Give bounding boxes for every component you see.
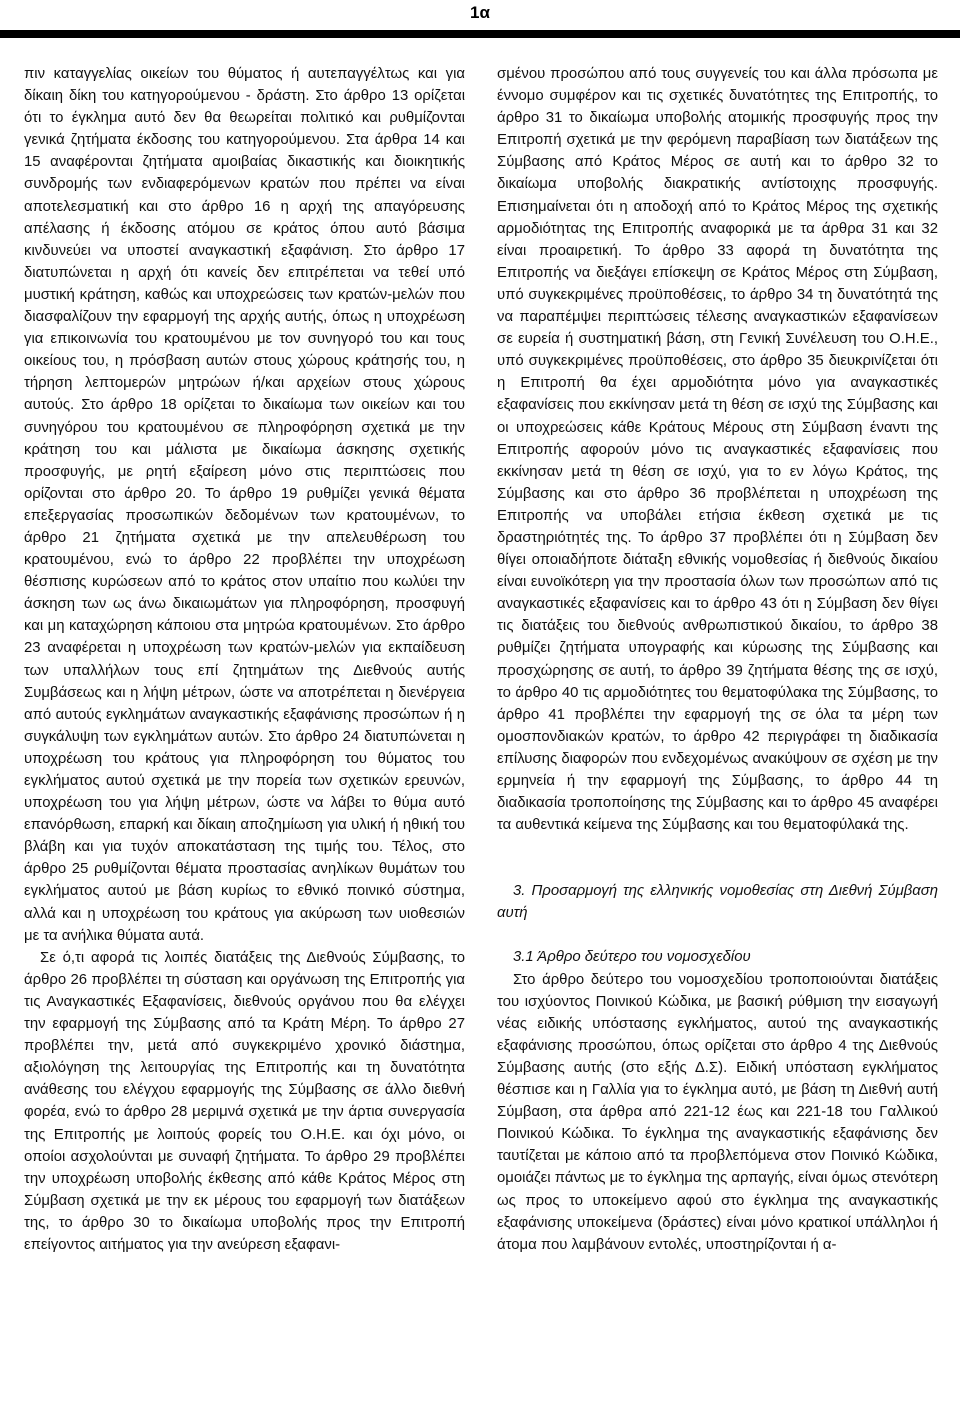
subsection-heading-3-1: 3.1 Άρθρο δεύτερο του νομοσχεδίου <box>513 949 751 966</box>
left-paragraph-2: Σε ό,τι αφορά τις λοιπές διατάξεις της Διεθνούς Σύμβασης, το άρθρο 26 προβλέπει τη σύσταση και οργάνωση της Επιτροπής για τις Αναγκαστικές Εξαφανίσεις, διεθνούς οργάνου που θα ελέγχει την εφαρμογή της Σύμβασης από τα Κράτη Μέρη. Το άρθρο 27 προβλέπει την, μετά από συγκεκριμένο χρονικό διάστημα, αξιολόγηση της λειτουργίας της Επιτροπής και τη δυνατότητα ανάθεσης του ελέγχου εφαρμογής της Σύμβασης σε άλλο διεθνή φορέα, ενώ το άρθρο 28 μεριμνά σχετικά με την άρτια συνεργασία της Επιτροπής με λοιπούς φορείς του Ο.Η.Ε. και όχι μόνο, οι οποίοι ασχολούνται με συναφή ζητήματα. Το άρθρο 29 προβλέπει την υποχρέωση υποβολής έκθεσης από κάθε Κράτος Μέρος στη Σύμβαση σχετικά με την εκ μέρους του εφαρμογή των διατάξεων της, το άρθρο 30 το δικαίωμα υποβολής προς την Επιτροπή επείγοντος αιτήματος για την ανεύρεση εξαφανι- <box>24 949 465 1253</box>
right-column <box>497 63 938 1256</box>
left-paragraph-1: πιν καταγγελίας οικείων του θύματος ή αυτεπαγγέλτως και για δίκαιη δίκη του κατηγορούμενου - δράστη. Στο άρθρο 13 ορίζεται ότι το έγκλημα αυτό δεν θα θεωρείται πολιτικό και ρυθμίζονται γενικά ζητήματα έκδοσης του κατηγορούμενου. Στα άρθρα 14 και 15 αναφέρονται ζητήματα αμοιβαίας δικαστικής και διοικητικής συνδρομής των ενδιαφερόμενων κρατών που πρέπει να είναι αποτελεσματική και στο άρθρο 16 η αρχή της απαγόρευσης απέλασης ή έκδοσης ατόμου σε κράτος όπου αυτό βάσιμα κινδυνεύει να υποστεί αναγκαστική εξαφάνιση. Στο άρθρο 17 διατυπώνεται η αρχή ότι κανείς δεν επιτρέπεται να τεθεί υπό μυστική κράτηση, καθώς και υποχρεώσεις των κρατών-μελών που διασφαλίζουν την εφαρμογή της αρχής αυτής, όπως η υποχρέωση για επικοινωνία του κρατουμένου με τον συνηγορό του και τους οικείους του, η πρόσβαση αυτών στους χώρους κράτησής του, η τήρηση λεπτομερών μητρώων ή/και αρχείων στους χώρους αυτούς. Στο άρθρο 18 ορίζεται το δικαίωμα των οικείων και του συνηγόρου του κρατουμένου σε πληροφόρηση σχετικά με την κράτηση του και μάλιστα με δικαίωμα άσκησης σχετικής προσφυγής, με ρητή εξαίρεση μόνο στις περιπτώσεις που ορίζονται στο άρθρο 20. Το άρθρο 19 ρυθμίζει γενικά θέματα επεξεργασίας προσωπικών δεδομένων των κρατουμένων, το άρθρο 21 ζητήματα σχετικά με την απελευθέρωση του κρατουμένου, ενώ το άρθρο 22 προβλέπει την υποχρέωση θέσπισης κυρώσεων από το κράτος στον υπαίτιο που κωλύει την άσκηση των ως άνω δικαιωμάτων για πληροφόρηση, προσφυγή και μη καταχώρηση κάποιου στα μητρώα κρατουμένων. Στο άρθρο 23 αναφέρεται η υποχρέωση των κρατών-μελών για εκπαίδευση των υπαλλήλων τους επί ζητημάτων της Διεθνούς αυτής Συμβάσεως και η λήψη μέτρων, ώστε να αποτρέπεται η διενέργεια από αυτούς εγκλημάτων αναγκαστικής εξαφάνισης προσώπων ή η συγκάλυψη των εγκλημάτων αυτών. Στο άρθρο 24 διατυπώνεται η υποχρέωση του κράτους για πληροφόρηση του θύματος του εγκλήματος αυτού σχετικά με την πορεία των σχετικών ερευνών, υποχρέωση του για λήψη μέτρων, ώστε να λάβει το θύμα αυτό επανόρθωση, επαρκή και δίκαιη αποζημίωση για υλική ή ηθική του βλάβη και για τυχόν αποκατάσταση της τιμής του. Τέλος, στο άρθρο 25 ρυθμίζονται θέματα προστασίας ανηλίκων θυμάτων του εγκλήματος αυτού με βάση κυρίως το εθνικό ποινικό σύστημα, αλλά και η υποχρέωση του κράτους για ακύρωση των υιοθεσιών με τα ανήλικα θύματα αυτά. <box>24 66 465 944</box>
right-paragraph-2: Στο άρθρο δεύτερο του νομοσχεδίου τροποποιούνται διατάξεις του ισχύοντος Ποινικού Κώδικα, με βασική ρύθμιση την εισαγωγή νέας ειδικής υπόστασης εγκλήματος, αυτού της αναγκαστικής εξαφάνισης προσώπου, όπως ορίζεται στο άρθρο 4 της Διεθνούς Σύμβασης αυτής (στο εξής Δ.Σ). Ειδική υπόσταση εγκλήματος θέσπισε και η Γαλλία για το έγκλημα αυτό, με βάση τη Διεθνή αυτή Σύμβαση, στα άρθρα από 221-12 έως και 221-18 του Γαλλικού Ποινικού Κώδικα. Το έγκλημα της αναγκαστικής εξαφάνισης δεν ταυτίζεται με κάποιο από τα προβλεπόμενα στον Ποινικό Κώδικα, ομοιάζει πάντως με το έγκλημα της αρπαγής, είναι όμως στενότερη ως προς το υποκείμενο αφού στο έγκλημα της αναγκαστικής εξαφάνισης υποκείμενα (δράστες) είναι μόνο κρατικοί υπάλληλοι ή άτομα που λαμβάνουν εντολές, υποστηρίζονται ή α- <box>497 971 938 1253</box>
section-heading-3: 3. Προσαρμογή της ελληνικής νομοθεσίας στη Διεθνή Σύμβαση αυτή <box>497 883 938 922</box>
header-rule <box>0 30 960 38</box>
right-paragraph-1: σμένου προσώπου από τους συγγενείς του και άλλα πρόσωπα με έννομο συμφέρον και τις σχετικές δυνατότητες της Επιτροπής, το άρθρο 31 το δικαίωμα υποβολής ατομικής προσφυγής προς την Επιτροπή σχετικά με την φερόμενη παραβίαση των διατάξεων της Σύμβασης από Κράτος Μέρος σε αυτή και το άρθρο 32 το δικαίωμα υποβολής διακρατικής αντίστοιχης προσφυγής. Επισημαίνεται ότι η αποδοχή από το Κράτος Μέρος της σχετικής αρμοδιότητας της Επιτροπής αναφορικά με τα άρθρα 31 και 32 είναι προαιρετική. Το άρθρο 33 αφορά τη δυνατότητα της Επιτροπής να διεξάγει επίσκεψη σε Κράτος Μέρος στη Σύμβαση, υπό συγκεκριμένες προϋποθέσεις, το άρθρο 34 τη δυνατότητά της να παραπέμψει περιπτώσεις τέλεσης αναγκαστικών εξαφανίσεων σε ευρεία ή συστηματική βάση, στη Γενική Συνέλευση του Ο.Η.Ε., υπό συγκεκριμένες προϋποθέσεις, στο άρθρο 35 διευκρινίζεται ότι η Επιτροπή θα έχει αρμοδιότητα μόνο για αναγκαστικές εξαφανίσεις που εκκίνησαν μετά τη θέση σε ισχύ της Σύμβασης και οι υποχρεώσεις κάθε Κράτους Μέρους στη Σύμβαση έναντι της Επιτροπής αφορούν μόνο τις αναγκαστικές εξαφανίσεις που εκκίνησαν μετά τη θέση σε ισχύ, για το εν λόγω Κράτος, της Σύμβασης και στο άρθρο 36 προβλέπεται η υποχρέωση της Επιτροπής να υποβάλει ετήσια έκθεση σχετικά με τις δραστηριότητές της. Το άρθρο 37 προβλέπει ότι η Σύμβαση δεν θίγει οποιαδήποτε διάταξη εθνικής νομοθεσίας ή διεθνούς δικαίου είναι ευνοϊκότερη για την προστασία όλων των προσώπων από τις αναγκαστικές εξαφανίσεις και το άρθρο 43 ότι η Σύμβαση δεν θίγει τις διατάξεις του διεθνούς ανθρωπιστικού δικαίου, το άρθρο 38 ρυθμίζει ζητήματα υπογραφής και κύρωσης της Σύμβασης και προσχώρησης σε αυτή, το άρθρο 39 ζητήματα θέσης της σε ισχύ, το άρθρο 40 τις αρμοδιότητες του θεματοφύλακα της Σύμβασης, το άρθρο 41 προβλέπει την εφαρμογή της σε όλα τα μέρη των ομοσπονδιακών κρατών, το άρθρο 42 περιγράφει τη διαδικασία επίλυσης διαφορών που ενδεχομένως ανακύψουν σε σχέση με την ερμηνεία ή την εφαρμογή της Σύμβασης, το άρθρο 44 τη διαδικασία τροποποίησης της Σύμβασης και το άρθρο 45 αναφέρει τα αυθεντικά κείμενα της Σύμβασης και του θεματοφύλακά της. <box>497 66 938 834</box>
section-spacer <box>497 836 938 880</box>
page-number: 1α <box>470 3 490 22</box>
left-column <box>24 63 465 1256</box>
page-header <box>0 0 960 40</box>
subsection-spacer <box>497 924 938 946</box>
